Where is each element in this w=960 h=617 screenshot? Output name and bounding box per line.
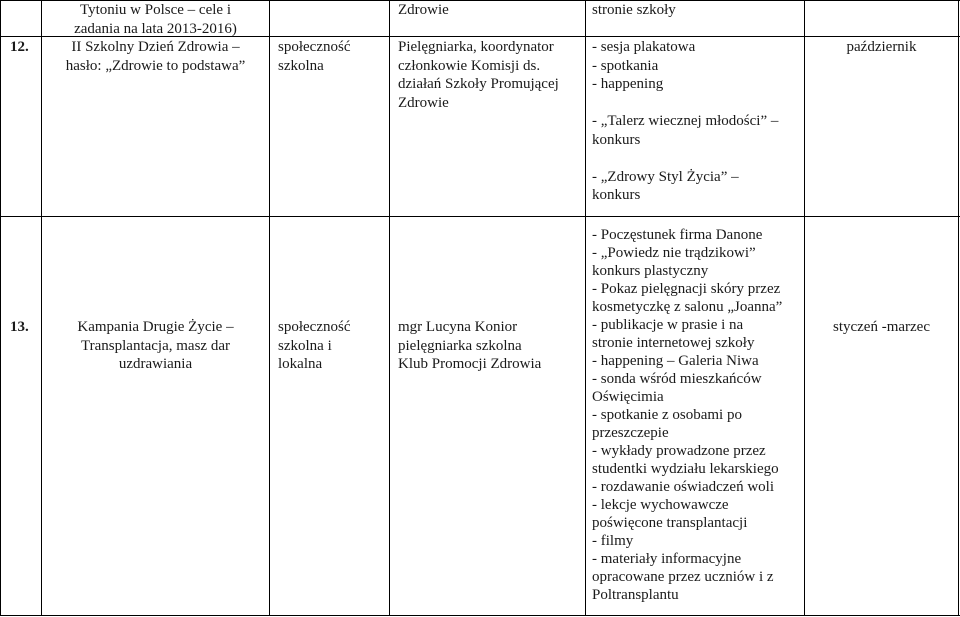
forms-line: - „Zdrowy Styl Życia” – — [592, 168, 739, 185]
executor-line: działań Szkoły Promującej — [398, 76, 559, 92]
col-border-5 — [804, 0, 805, 616]
forms-line: opracowane przez uczniów i z — [592, 569, 774, 585]
cont-executor-line: Zdrowie — [398, 2, 449, 18]
forms-line: Oświęcimia — [592, 389, 664, 405]
forms-line: - sesja plakatowa — [592, 39, 696, 55]
task-line: Kampania Drugie Życie – — [77, 319, 234, 335]
forms-line: - wykłady prowadzone przez — [592, 443, 766, 459]
forms-line: poświęcone transplantacji — [592, 515, 748, 531]
forms-line: konkurs — [592, 187, 641, 203]
forms-line: konkurs plastyczny — [592, 263, 709, 279]
forms-line: - publikacje w prasie i na — [592, 317, 744, 333]
forms-line: stronie internetowej szkoły — [592, 335, 755, 351]
table-bottom-border — [0, 615, 960, 616]
col-border-6 — [958, 0, 959, 616]
executor-line: członkowie Komisji ds. — [398, 57, 541, 74]
row-number: 12. — [10, 39, 29, 55]
forms-line: - lekcje wychowawcze — [592, 497, 729, 513]
forms-line: - Pokaz pielęgnacji skóry przez — [592, 281, 781, 297]
forms-spacer — [592, 149, 778, 168]
forms-line: studentki wydziału lekarskiego — [592, 461, 779, 477]
scope-cell — [278, 318, 350, 374]
col-border-2 — [269, 0, 270, 616]
task-line: hasło: „Zdrowie to podstawa” — [65, 57, 246, 74]
scope-line: społeczność — [278, 319, 351, 335]
col-border-0 — [0, 0, 1, 616]
forms-spacer — [592, 94, 778, 113]
forms-line: kosmetyczkę z salonu „Joanna” — [592, 299, 783, 315]
executor-line: Pielęgniarka, koordynator — [398, 39, 554, 55]
executor-line: mgr Lucyna Konior — [398, 319, 518, 335]
forms-line: Poltransplantu — [592, 587, 679, 603]
cont-task-line: zadania na lata 2013-2016) — [74, 20, 237, 37]
forms-cell — [592, 38, 778, 205]
forms-line: - spotkania — [592, 57, 659, 74]
task-line: uzdrawiania — [118, 356, 193, 372]
scope-line: społeczność — [278, 39, 351, 55]
col-border-3 — [389, 0, 390, 616]
forms-line: - rozdawanie oświadczeń woli — [592, 479, 775, 495]
cont-task-line: Tytoniu w Polsce – cele i — [79, 2, 231, 18]
scope-line: szkolna i — [278, 337, 332, 354]
executor-cell — [398, 38, 559, 112]
scope-cell — [278, 38, 350, 75]
col-border-1 — [41, 0, 42, 616]
cont-task-cell — [42, 1, 269, 38]
task-line: Transplantacja, masz dar — [81, 337, 230, 354]
executor-line: Zdrowie — [398, 94, 449, 111]
deadline-cell: styczeń -marzec — [832, 319, 931, 335]
forms-line: - filmy — [592, 533, 634, 549]
executor-line: Klub Promocji Zdrowia — [398, 356, 542, 372]
cont-forms-line: stronie szkoły — [592, 2, 676, 18]
forms-line: - materiały informacyjne — [592, 551, 742, 567]
forms-line: - „Powiedz nie trądzikowi” — [592, 245, 756, 261]
forms-line: - sonda wśród mieszkańców — [592, 371, 762, 387]
cont-executor-cell — [398, 1, 449, 20]
scope-line: szkolna — [278, 57, 324, 74]
row-border-13-top — [0, 216, 960, 217]
forms-line: - spotkanie z osobami po — [592, 407, 742, 423]
task-cell — [42, 318, 269, 374]
forms-line: - Poczęstunek firma Danone — [592, 227, 763, 243]
executor-cell — [398, 318, 541, 374]
forms-line: - „Talerz wiecznej młodości” – — [592, 113, 779, 129]
forms-line: - happening — [592, 76, 664, 92]
scope-line: lokalna — [278, 356, 323, 372]
forms-line: konkurs — [592, 131, 641, 148]
row-number: 13. — [10, 319, 29, 335]
executor-line: pielęgniarka szkolna — [398, 337, 522, 354]
col-border-4 — [585, 0, 586, 616]
forms-line: przeszczepie — [592, 425, 669, 441]
forms-cell — [592, 226, 782, 604]
task-cell — [42, 38, 269, 75]
forms-line: - happening – Galeria Niwa — [592, 353, 759, 369]
deadline-cell: październik — [846, 39, 917, 55]
task-line: II Szkolny Dzień Zdrowia – — [71, 39, 240, 55]
cont-forms-cell — [592, 1, 676, 20]
